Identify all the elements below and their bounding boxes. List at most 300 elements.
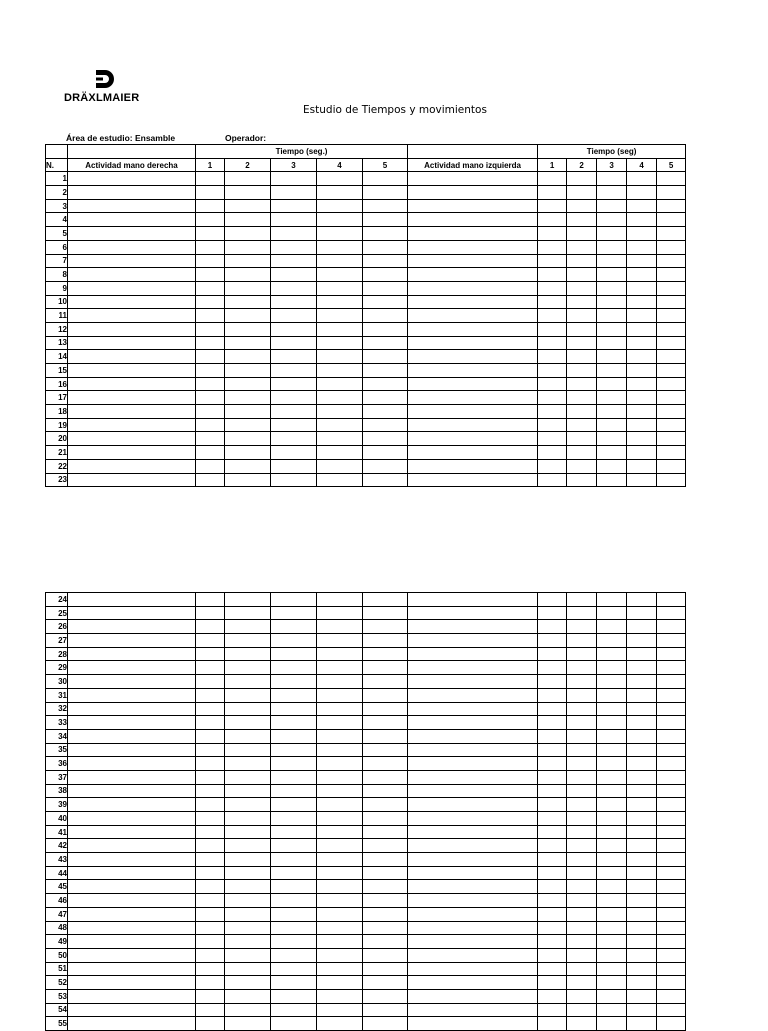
right-hand-activity-cell[interactable] xyxy=(68,446,196,460)
time-cell[interactable] xyxy=(538,459,567,473)
time-cell[interactable] xyxy=(225,1003,271,1017)
time-cell[interactable] xyxy=(363,688,408,702)
right-hand-activity-cell[interactable] xyxy=(68,702,196,716)
time-cell[interactable] xyxy=(196,432,225,446)
time-cell[interactable] xyxy=(225,446,271,460)
time-cell[interactable] xyxy=(538,948,567,962)
time-cell[interactable] xyxy=(538,894,567,908)
right-hand-activity-cell[interactable] xyxy=(68,336,196,350)
time-cell[interactable] xyxy=(597,593,627,607)
time-cell[interactable] xyxy=(567,798,597,812)
time-cell[interactable] xyxy=(271,962,317,976)
time-cell[interactable] xyxy=(567,295,597,309)
time-cell[interactable] xyxy=(196,935,225,949)
time-cell[interactable] xyxy=(597,894,627,908)
time-cell[interactable] xyxy=(567,227,597,241)
time-cell[interactable] xyxy=(597,702,627,716)
time-cell[interactable] xyxy=(627,186,657,200)
time-cell[interactable] xyxy=(627,1003,657,1017)
time-cell[interactable] xyxy=(567,620,597,634)
time-cell[interactable] xyxy=(225,688,271,702)
time-cell[interactable] xyxy=(627,418,657,432)
time-cell[interactable] xyxy=(225,743,271,757)
time-cell[interactable] xyxy=(317,839,363,853)
time-cell[interactable] xyxy=(225,281,271,295)
time-cell[interactable] xyxy=(657,866,686,880)
left-hand-activity-cell[interactable] xyxy=(408,593,538,607)
time-cell[interactable] xyxy=(657,281,686,295)
time-cell[interactable] xyxy=(271,432,317,446)
right-hand-activity-cell[interactable] xyxy=(68,894,196,908)
time-cell[interactable] xyxy=(225,894,271,908)
time-cell[interactable] xyxy=(597,418,627,432)
right-hand-activity-cell[interactable] xyxy=(68,309,196,323)
time-cell[interactable] xyxy=(317,606,363,620)
time-cell[interactable] xyxy=(627,798,657,812)
time-cell[interactable] xyxy=(657,350,686,364)
time-cell[interactable] xyxy=(317,853,363,867)
time-cell[interactable] xyxy=(597,364,627,378)
left-hand-activity-cell[interactable] xyxy=(408,172,538,186)
time-cell[interactable] xyxy=(597,213,627,227)
time-cell[interactable] xyxy=(627,702,657,716)
time-cell[interactable] xyxy=(317,661,363,675)
time-cell[interactable] xyxy=(196,770,225,784)
time-cell[interactable] xyxy=(567,825,597,839)
time-cell[interactable] xyxy=(271,743,317,757)
time-cell[interactable] xyxy=(271,309,317,323)
time-cell[interactable] xyxy=(363,281,408,295)
time-cell[interactable] xyxy=(538,729,567,743)
time-cell[interactable] xyxy=(271,377,317,391)
time-cell[interactable] xyxy=(627,866,657,880)
time-cell[interactable] xyxy=(225,322,271,336)
time-cell[interactable] xyxy=(627,770,657,784)
time-cell[interactable] xyxy=(538,309,567,323)
time-cell[interactable] xyxy=(317,364,363,378)
time-cell[interactable] xyxy=(597,743,627,757)
time-cell[interactable] xyxy=(657,1003,686,1017)
time-cell[interactable] xyxy=(363,473,408,487)
time-cell[interactable] xyxy=(196,473,225,487)
time-cell[interactable] xyxy=(196,989,225,1003)
right-hand-activity-cell[interactable] xyxy=(68,186,196,200)
time-cell[interactable] xyxy=(196,593,225,607)
time-cell[interactable] xyxy=(538,976,567,990)
time-cell[interactable] xyxy=(271,240,317,254)
left-hand-activity-cell[interactable] xyxy=(408,784,538,798)
time-cell[interactable] xyxy=(363,227,408,241)
time-cell[interactable] xyxy=(538,606,567,620)
time-cell[interactable] xyxy=(538,866,567,880)
time-cell[interactable] xyxy=(317,716,363,730)
right-hand-activity-cell[interactable] xyxy=(68,593,196,607)
time-cell[interactable] xyxy=(567,1003,597,1017)
time-cell[interactable] xyxy=(597,268,627,282)
time-cell[interactable] xyxy=(363,839,408,853)
time-cell[interactable] xyxy=(363,661,408,675)
time-cell[interactable] xyxy=(271,948,317,962)
time-cell[interactable] xyxy=(225,757,271,771)
time-cell[interactable] xyxy=(627,716,657,730)
left-hand-activity-cell[interactable] xyxy=(408,268,538,282)
time-cell[interactable] xyxy=(271,853,317,867)
time-cell[interactable] xyxy=(597,322,627,336)
time-cell[interactable] xyxy=(271,812,317,826)
left-hand-activity-cell[interactable] xyxy=(408,853,538,867)
time-cell[interactable] xyxy=(317,880,363,894)
time-cell[interactable] xyxy=(225,634,271,648)
left-hand-activity-cell[interactable] xyxy=(408,186,538,200)
time-cell[interactable] xyxy=(538,770,567,784)
time-cell[interactable] xyxy=(567,784,597,798)
time-cell[interactable] xyxy=(363,295,408,309)
time-cell[interactable] xyxy=(567,268,597,282)
time-cell[interactable] xyxy=(363,620,408,634)
time-cell[interactable] xyxy=(225,716,271,730)
time-cell[interactable] xyxy=(271,213,317,227)
time-cell[interactable] xyxy=(597,634,627,648)
time-cell[interactable] xyxy=(271,391,317,405)
time-cell[interactable] xyxy=(271,350,317,364)
time-cell[interactable] xyxy=(225,661,271,675)
time-cell[interactable] xyxy=(363,432,408,446)
time-cell[interactable] xyxy=(627,295,657,309)
time-cell[interactable] xyxy=(271,647,317,661)
time-cell[interactable] xyxy=(567,894,597,908)
time-cell[interactable] xyxy=(657,935,686,949)
time-cell[interactable] xyxy=(567,405,597,419)
time-cell[interactable] xyxy=(363,377,408,391)
right-hand-activity-cell[interactable] xyxy=(68,213,196,227)
time-cell[interactable] xyxy=(538,757,567,771)
right-hand-activity-cell[interactable] xyxy=(68,281,196,295)
time-cell[interactable] xyxy=(657,798,686,812)
time-cell[interactable] xyxy=(657,702,686,716)
time-cell[interactable] xyxy=(657,784,686,798)
time-cell[interactable] xyxy=(657,336,686,350)
right-hand-activity-cell[interactable] xyxy=(68,757,196,771)
time-cell[interactable] xyxy=(538,405,567,419)
time-cell[interactable] xyxy=(317,295,363,309)
right-hand-activity-cell[interactable] xyxy=(68,812,196,826)
time-cell[interactable] xyxy=(271,784,317,798)
time-cell[interactable] xyxy=(567,186,597,200)
time-cell[interactable] xyxy=(538,432,567,446)
time-cell[interactable] xyxy=(597,620,627,634)
left-hand-activity-cell[interactable] xyxy=(408,921,538,935)
time-cell[interactable] xyxy=(538,935,567,949)
time-cell[interactable] xyxy=(363,446,408,460)
time-cell[interactable] xyxy=(657,770,686,784)
time-cell[interactable] xyxy=(317,172,363,186)
time-cell[interactable] xyxy=(567,661,597,675)
left-hand-activity-cell[interactable] xyxy=(408,729,538,743)
time-cell[interactable] xyxy=(567,935,597,949)
time-cell[interactable] xyxy=(597,336,627,350)
time-cell[interactable] xyxy=(627,364,657,378)
left-hand-activity-cell[interactable] xyxy=(408,254,538,268)
time-cell[interactable] xyxy=(567,418,597,432)
time-cell[interactable] xyxy=(225,473,271,487)
time-cell[interactable] xyxy=(567,309,597,323)
time-cell[interactable] xyxy=(538,227,567,241)
right-hand-activity-cell[interactable] xyxy=(68,798,196,812)
time-cell[interactable] xyxy=(363,962,408,976)
time-cell[interactable] xyxy=(597,907,627,921)
left-hand-activity-cell[interactable] xyxy=(408,935,538,949)
time-cell[interactable] xyxy=(538,661,567,675)
time-cell[interactable] xyxy=(271,688,317,702)
time-cell[interactable] xyxy=(657,976,686,990)
time-cell[interactable] xyxy=(597,350,627,364)
time-cell[interactable] xyxy=(363,825,408,839)
time-cell[interactable] xyxy=(225,254,271,268)
right-hand-activity-cell[interactable] xyxy=(68,606,196,620)
time-cell[interactable] xyxy=(196,702,225,716)
time-cell[interactable] xyxy=(657,757,686,771)
time-cell[interactable] xyxy=(538,446,567,460)
time-cell[interactable] xyxy=(225,729,271,743)
time-cell[interactable] xyxy=(567,976,597,990)
time-cell[interactable] xyxy=(317,281,363,295)
left-hand-activity-cell[interactable] xyxy=(408,199,538,213)
time-cell[interactable] xyxy=(317,350,363,364)
time-cell[interactable] xyxy=(627,894,657,908)
time-cell[interactable] xyxy=(196,716,225,730)
time-cell[interactable] xyxy=(657,989,686,1003)
time-cell[interactable] xyxy=(196,309,225,323)
left-hand-activity-cell[interactable] xyxy=(408,1003,538,1017)
time-cell[interactable] xyxy=(597,784,627,798)
time-cell[interactable] xyxy=(363,606,408,620)
time-cell[interactable] xyxy=(597,798,627,812)
time-cell[interactable] xyxy=(657,227,686,241)
time-cell[interactable] xyxy=(657,880,686,894)
time-cell[interactable] xyxy=(597,688,627,702)
time-cell[interactable] xyxy=(627,688,657,702)
time-cell[interactable] xyxy=(363,593,408,607)
time-cell[interactable] xyxy=(225,921,271,935)
right-hand-activity-cell[interactable] xyxy=(68,473,196,487)
left-hand-activity-cell[interactable] xyxy=(408,432,538,446)
time-cell[interactable] xyxy=(538,853,567,867)
time-cell[interactable] xyxy=(538,322,567,336)
right-hand-activity-cell[interactable] xyxy=(68,866,196,880)
time-cell[interactable] xyxy=(627,757,657,771)
time-cell[interactable] xyxy=(597,770,627,784)
time-cell[interactable] xyxy=(597,647,627,661)
time-cell[interactable] xyxy=(317,675,363,689)
time-cell[interactable] xyxy=(317,405,363,419)
time-cell[interactable] xyxy=(538,213,567,227)
time-cell[interactable] xyxy=(317,634,363,648)
time-cell[interactable] xyxy=(317,688,363,702)
time-cell[interactable] xyxy=(196,240,225,254)
left-hand-activity-cell[interactable] xyxy=(408,880,538,894)
time-cell[interactable] xyxy=(538,240,567,254)
right-hand-activity-cell[interactable] xyxy=(68,377,196,391)
time-cell[interactable] xyxy=(627,405,657,419)
right-hand-activity-cell[interactable] xyxy=(68,240,196,254)
right-hand-activity-cell[interactable] xyxy=(68,322,196,336)
time-cell[interactable] xyxy=(363,254,408,268)
time-cell[interactable] xyxy=(657,213,686,227)
time-cell[interactable] xyxy=(271,921,317,935)
time-cell[interactable] xyxy=(567,213,597,227)
time-cell[interactable] xyxy=(225,935,271,949)
time-cell[interactable] xyxy=(317,391,363,405)
time-cell[interactable] xyxy=(196,825,225,839)
left-hand-activity-cell[interactable] xyxy=(408,405,538,419)
time-cell[interactable] xyxy=(363,213,408,227)
time-cell[interactable] xyxy=(657,688,686,702)
time-cell[interactable] xyxy=(627,606,657,620)
time-cell[interactable] xyxy=(627,935,657,949)
time-cell[interactable] xyxy=(225,295,271,309)
time-cell[interactable] xyxy=(317,825,363,839)
time-cell[interactable] xyxy=(225,405,271,419)
time-cell[interactable] xyxy=(225,350,271,364)
time-cell[interactable] xyxy=(196,377,225,391)
time-cell[interactable] xyxy=(567,322,597,336)
time-cell[interactable] xyxy=(567,593,597,607)
time-cell[interactable] xyxy=(363,812,408,826)
time-cell[interactable] xyxy=(317,702,363,716)
time-cell[interactable] xyxy=(225,962,271,976)
time-cell[interactable] xyxy=(538,418,567,432)
time-cell[interactable] xyxy=(627,812,657,826)
time-cell[interactable] xyxy=(538,377,567,391)
time-cell[interactable] xyxy=(363,948,408,962)
time-cell[interactable] xyxy=(271,606,317,620)
time-cell[interactable] xyxy=(271,989,317,1003)
left-hand-activity-cell[interactable] xyxy=(408,798,538,812)
time-cell[interactable] xyxy=(271,199,317,213)
time-cell[interactable] xyxy=(225,593,271,607)
time-cell[interactable] xyxy=(567,948,597,962)
time-cell[interactable] xyxy=(627,309,657,323)
time-cell[interactable] xyxy=(627,647,657,661)
time-cell[interactable] xyxy=(317,770,363,784)
time-cell[interactable] xyxy=(567,240,597,254)
left-hand-activity-cell[interactable] xyxy=(408,336,538,350)
time-cell[interactable] xyxy=(597,281,627,295)
time-cell[interactable] xyxy=(363,853,408,867)
right-hand-activity-cell[interactable] xyxy=(68,634,196,648)
time-cell[interactable] xyxy=(225,268,271,282)
time-cell[interactable] xyxy=(196,976,225,990)
time-cell[interactable] xyxy=(196,853,225,867)
time-cell[interactable] xyxy=(317,757,363,771)
time-cell[interactable] xyxy=(657,620,686,634)
left-hand-activity-cell[interactable] xyxy=(408,770,538,784)
time-cell[interactable] xyxy=(567,962,597,976)
time-cell[interactable] xyxy=(627,839,657,853)
time-cell[interactable] xyxy=(271,295,317,309)
right-hand-activity-cell[interactable] xyxy=(68,350,196,364)
time-cell[interactable] xyxy=(225,880,271,894)
time-cell[interactable] xyxy=(597,962,627,976)
time-cell[interactable] xyxy=(317,309,363,323)
time-cell[interactable] xyxy=(567,647,597,661)
time-cell[interactable] xyxy=(317,1003,363,1017)
right-hand-activity-cell[interactable] xyxy=(68,391,196,405)
time-cell[interactable] xyxy=(225,459,271,473)
time-cell[interactable] xyxy=(627,254,657,268)
time-cell[interactable] xyxy=(597,812,627,826)
time-cell[interactable] xyxy=(627,432,657,446)
time-cell[interactable] xyxy=(196,948,225,962)
time-cell[interactable] xyxy=(271,322,317,336)
left-hand-activity-cell[interactable] xyxy=(408,866,538,880)
time-cell[interactable] xyxy=(317,935,363,949)
left-hand-activity-cell[interactable] xyxy=(408,309,538,323)
time-cell[interactable] xyxy=(567,716,597,730)
time-cell[interactable] xyxy=(627,172,657,186)
time-cell[interactable] xyxy=(317,798,363,812)
time-cell[interactable] xyxy=(225,199,271,213)
time-cell[interactable] xyxy=(363,729,408,743)
time-cell[interactable] xyxy=(597,446,627,460)
time-cell[interactable] xyxy=(317,593,363,607)
time-cell[interactable] xyxy=(567,473,597,487)
time-cell[interactable] xyxy=(627,921,657,935)
left-hand-activity-cell[interactable] xyxy=(408,948,538,962)
time-cell[interactable] xyxy=(317,240,363,254)
left-hand-activity-cell[interactable] xyxy=(408,473,538,487)
time-cell[interactable] xyxy=(567,172,597,186)
time-cell[interactable] xyxy=(317,199,363,213)
time-cell[interactable] xyxy=(225,309,271,323)
time-cell[interactable] xyxy=(567,989,597,1003)
time-cell[interactable] xyxy=(196,254,225,268)
time-cell[interactable] xyxy=(363,743,408,757)
time-cell[interactable] xyxy=(597,391,627,405)
time-cell[interactable] xyxy=(627,593,657,607)
time-cell[interactable] xyxy=(657,962,686,976)
time-cell[interactable] xyxy=(567,757,597,771)
left-hand-activity-cell[interactable] xyxy=(408,213,538,227)
time-cell[interactable] xyxy=(627,350,657,364)
time-cell[interactable] xyxy=(363,921,408,935)
time-cell[interactable] xyxy=(196,675,225,689)
time-cell[interactable] xyxy=(196,322,225,336)
time-cell[interactable] xyxy=(196,213,225,227)
time-cell[interactable] xyxy=(657,432,686,446)
time-cell[interactable] xyxy=(271,418,317,432)
time-cell[interactable] xyxy=(657,675,686,689)
time-cell[interactable] xyxy=(363,702,408,716)
left-hand-activity-cell[interactable] xyxy=(408,459,538,473)
time-cell[interactable] xyxy=(627,675,657,689)
time-cell[interactable] xyxy=(363,976,408,990)
time-cell[interactable] xyxy=(196,812,225,826)
time-cell[interactable] xyxy=(271,825,317,839)
time-cell[interactable] xyxy=(271,254,317,268)
time-cell[interactable] xyxy=(363,309,408,323)
time-cell[interactable] xyxy=(271,281,317,295)
time-cell[interactable] xyxy=(627,989,657,1003)
time-cell[interactable] xyxy=(657,405,686,419)
time-cell[interactable] xyxy=(363,391,408,405)
time-cell[interactable] xyxy=(196,418,225,432)
time-cell[interactable] xyxy=(271,839,317,853)
time-cell[interactable] xyxy=(567,254,597,268)
time-cell[interactable] xyxy=(597,254,627,268)
time-cell[interactable] xyxy=(538,473,567,487)
time-cell[interactable] xyxy=(567,446,597,460)
